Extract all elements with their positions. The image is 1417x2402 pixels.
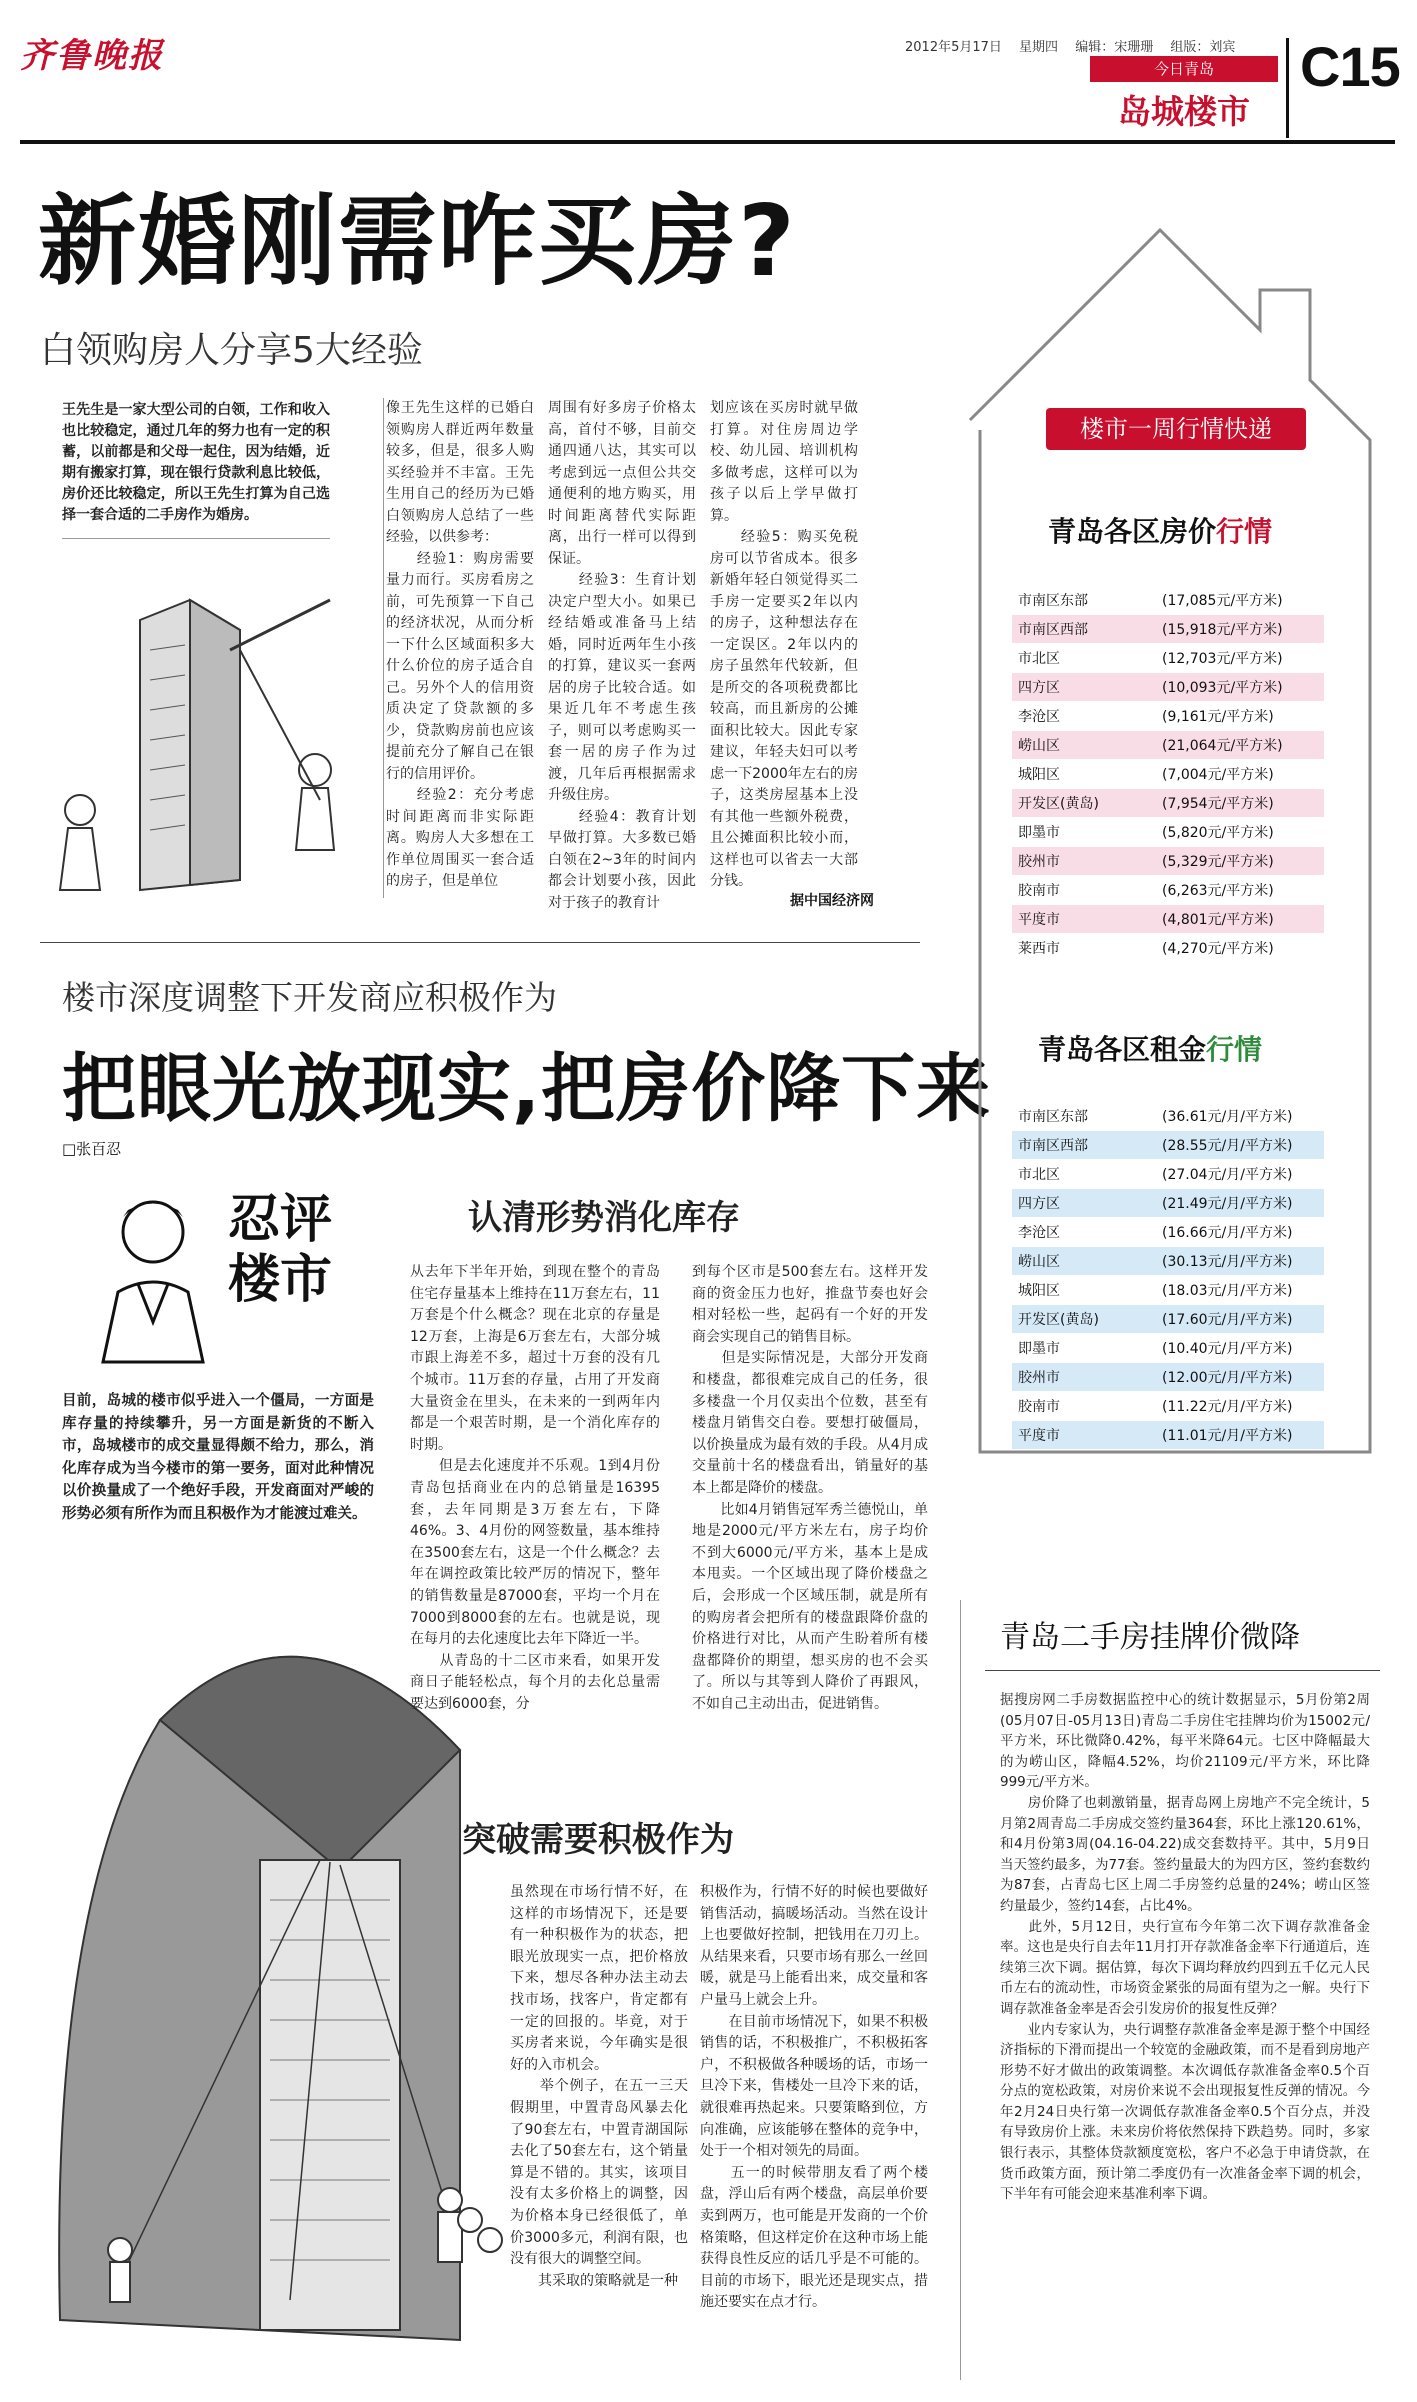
prices-row <box>1012 644 1324 673</box>
district-name: 即墨市 <box>1018 1341 1060 1357</box>
prices-row <box>1012 673 1324 702</box>
district-value: (21,064元/平方米) <box>1162 738 1283 754</box>
rents-row <box>1012 1334 1324 1363</box>
district-name: 即墨市 <box>1018 825 1060 841</box>
rents-row <box>1012 1160 1324 1189</box>
article1-column-2: 周围有好多房子价格太高，首付不够，目前交通四通八达，其实可以考虑到远一点但公共交通便利的地方购买，用时间距离替代实际距离，出行一样可以得到保证。 经验3：生育计划决定户型大小。如果已经结婚或准备马上结婚，同时近两年生小孩的打算，建议买一套两居的房子比较合适。如果近几年不考虑生孩子，则可以考虑购买一套一居的房子作为过渡，几年后再根据需求升级住房。 经验4：教育计划早做打算。大多数已婚白领在2~3年的时间内都会计划要小孩，因此对于孩子的教育计 <box>548 400 696 911</box>
section-title: 岛城楼市 <box>1118 92 1250 131</box>
district-value: (11.01元/月/平方米) <box>1162 1428 1293 1444</box>
district-name: 胶州市 <box>1018 854 1060 870</box>
district-name: 崂山区 <box>1018 738 1060 754</box>
district-value: (27.04元/月/平方米) <box>1162 1167 1293 1183</box>
district-name: 开发区(黄岛) <box>1018 796 1099 812</box>
rent-title-main: 青岛各区租金 <box>1038 1033 1207 1066</box>
side-news-rule <box>985 1670 1380 1671</box>
district-value: (15,918元/平方米) <box>1162 622 1283 638</box>
column-name: 忍评楼市 <box>228 1190 333 1310</box>
rents-row <box>1012 1392 1324 1421</box>
district-name: 市南区西部 <box>1018 1138 1088 1154</box>
side-news-headline: 青岛二手房挂牌价微降 <box>1000 1620 1300 1655</box>
article1-column-1: 像王先生这样的已婚白领购房人群近两年数量较多，但是，很多人购买经验并不丰富。王先生用自己的经历为已婚白领购房人总结了一些经验，以供参考： 经验1：购房需要量力而行。买房看房之前，可先预算一下自己的经济状况，从而分析一下什么区域面积多大什么价位的房子适合自己。另外个人的信用资质决定了贷款额的多少，贷款购房前也应该提前充分了解自己在银行的信用评价。 经验2：充分考虑时间距离而非实际距离。购房人大多想在工作单位周围买一套合适的房子，但是单位 <box>386 400 534 889</box>
article2-byline: □张百忍 <box>62 1140 122 1158</box>
intro-rule <box>62 538 330 539</box>
sidebar-column-rule <box>960 1600 961 2380</box>
subhead-1: 认清形势消化库存 <box>468 1198 740 1238</box>
district-name: 莱西市 <box>1018 941 1060 957</box>
district-name: 四方区 <box>1018 1196 1060 1212</box>
district-name: 四方区 <box>1018 680 1060 696</box>
district-value: (36.61元/月/平方米) <box>1162 1109 1293 1125</box>
district-value: (17,085元/平方米) <box>1162 593 1283 609</box>
editor-credit: 编辑：宋珊珊 <box>1075 40 1154 55</box>
district-value: (5,329元/平方米) <box>1162 854 1274 870</box>
header-rule <box>20 140 1395 144</box>
district-name: 城阳区 <box>1018 1283 1060 1299</box>
district-value: (7,004元/平方米) <box>1162 767 1274 783</box>
prices-row <box>1012 818 1324 847</box>
city-tag: 今日青岛 <box>1090 56 1278 82</box>
section1-column-2: 到每个区市是500套左右。这样开发商的资金压力也好，推盘节奏也好会相对轻松一些，起码有一个好的开发商会实现自己的销售目标。 但是实际情况是，大部分开发商和楼盘，都很难完成自己的任务，很多楼盘一个月仅卖出个位数，甚至有楼盘月销售交白卷。要想打破僵局，以价换量成为最有效的手段。从4月成交量前十名的楼盘看出，销量好的基本上都是降价的楼盘。 比如4月销售冠军秀兰德悦山，单地是2000元/平方米左右，房子均价不到大6000元/平方米，基本上是成本甩卖。一个区域出现了降价楼盘之后，会形成一个区域压制，就是所有的购房者会把所有的楼盘跟降价盘的价格进行对比，从而产生盼着所有楼盘都降价的期望，想买房的也不会买了。所以与其等到人降价了再跟风，不如自己主动出击，促进销售。 <box>692 1264 928 1712</box>
article1-column-3: 划应该在买房时就早做打算。对住房周边学校、幼儿园、培训机构多做考虑，这样可以为孩子以后上学早做打算。 经验5：购买免税房可以节省成本。很多新婚年轻白领觉得买二手房一定要买2年以内的房子，这种想法存在一定误区。2年以内的房子虽然年代较新，但是所交的各项税费都比较高，而且新房的公摊面积比较大。因此专家建议，年轻夫妇可以考虑一下2000年左右的房子，这类房屋基本上没有其他一些额外税费，且公摊面积比较小而，这样也可以省去一大部分钱。 <box>710 400 858 889</box>
district-value: (30.13元/月/平方米) <box>1162 1254 1293 1270</box>
district-name: 市北区 <box>1018 1167 1060 1183</box>
rents-row <box>1012 1305 1324 1334</box>
district-value: (18.03元/月/平方米) <box>1162 1283 1293 1299</box>
rent-table <box>1012 1102 1324 1450</box>
rents-row <box>1012 1218 1324 1247</box>
page-number: C15 <box>1300 35 1400 98</box>
section1-column-1: 从去年下半年开始，到现在整个的青岛住宅存量基本上维持在11万套左右，11万套是个什么概念？现在北京的存量是12万套，上海是6万套左右，大部分城市跟上海差不多，超过十万套的没有几个城市。11万套的存量，占用了开发商大量资金在里头，在未来的一到两年内都是一个艰苦时期，是一个消化库存的时期。 但是去化速度并不乐观。1到4月份青岛包括商业在内的总销量是16395套，去年同期是3万套左右，下降46%。3、4月份的网签数量，基本维持在3500套左右，这是一个什么概念？去年在调控政策比较严厉的情况下，整年的销售数量是87000套，平均一个月在7000到8000套的左右。也就是说，现在每月的去化速度比去年下降近一半。 从青岛的十二区市来看，如果开发商日子能轻松点，每个月的去化总量需要达到6000套，分 <box>410 1264 660 1712</box>
issue-weekday: 星期四 <box>1019 40 1059 55</box>
prices-row <box>1012 586 1324 615</box>
district-value: (7,954元/平方米) <box>1162 796 1274 812</box>
district-name: 平度市 <box>1018 912 1060 928</box>
district-value: (12,703元/平方米) <box>1162 651 1283 667</box>
price-table <box>1012 586 1324 963</box>
district-name: 李沧区 <box>1018 1225 1060 1241</box>
prices-row <box>1012 847 1324 876</box>
district-value: (17.60元/月/平方米) <box>1162 1312 1293 1328</box>
rents-row <box>1012 1131 1324 1160</box>
district-value: (12.00元/月/平方米) <box>1162 1370 1293 1386</box>
district-value: (4,801元/平方米) <box>1162 912 1274 928</box>
article2-kicker: 楼市深度调整下开发商应积极作为 <box>62 978 557 1017</box>
rents-row <box>1012 1363 1324 1392</box>
district-name: 胶南市 <box>1018 883 1060 899</box>
masthead-logo: 齐鲁晚报 <box>20 36 164 76</box>
district-value: (4,270元/平方米) <box>1162 941 1274 957</box>
district-name: 胶南市 <box>1018 1399 1060 1415</box>
district-value: (6,263元/平方米) <box>1162 883 1274 899</box>
prices-row <box>1012 789 1324 818</box>
district-value: (28.55元/月/平方米) <box>1162 1138 1293 1154</box>
district-value: (16.66元/月/平方米) <box>1162 1225 1293 1241</box>
price-table-title <box>1048 510 1272 550</box>
rents-row <box>1012 1189 1324 1218</box>
issue-meta <box>905 36 1235 55</box>
prices-row <box>1012 615 1324 644</box>
district-name: 崂山区 <box>1018 1254 1060 1270</box>
district-name: 开发区(黄岛) <box>1018 1312 1099 1328</box>
price-title-main: 青岛各区房价 <box>1048 515 1217 548</box>
district-value: (21.49元/月/平方米) <box>1162 1196 1293 1212</box>
issue-date: 2012年5月17日 <box>905 40 1002 55</box>
rent-table-title <box>1038 1028 1262 1068</box>
prices-row <box>1012 934 1324 963</box>
prices-row <box>1012 905 1324 934</box>
subhead-2: 突破需要积极作为 <box>462 1820 734 1860</box>
article1-source: 据中国经济网 <box>790 893 874 909</box>
district-name: 市南区东部 <box>1018 593 1088 609</box>
rents-row <box>1012 1276 1324 1305</box>
article1-column-rule <box>383 398 384 898</box>
prices-row <box>1012 702 1324 731</box>
designer-credit: 组版：刘宾 <box>1170 40 1236 55</box>
district-value: (11.22元/月/平方米) <box>1162 1399 1293 1415</box>
prices-row <box>1012 731 1324 760</box>
article1-subheadline: 白领购房人分享5大经验 <box>40 330 423 371</box>
article1-headline: 新婚刚需咋买房? <box>38 185 797 299</box>
rents-row <box>1012 1421 1324 1450</box>
section2-column-1: 虽然现在市场行情不好，在这样的市场情况下，还是要有一种积极作为的状态，把眼光放现实一点，把价格放下来，想尽各种办法主动去找市场，找客户，肯定都有一定的回报的。毕竟，对于买房者来说，今年确实是很好的入市机会。 举个例子，在五一三天假期里，中置青岛风暴去化了90套左右，中置青湖国际去化了50套左右，这个销量算是不错的。其实，该项目没有太多价格上的调整，因为价格本身已经很低了，单价3000多元，利润有限，也没有很大的调整空间。 其采取的策略就是一种 <box>510 1884 688 2289</box>
district-name: 市南区东部 <box>1018 1109 1088 1125</box>
rents-row <box>1012 1102 1324 1131</box>
weekly-quotes-banner: 楼市一周行情快递 <box>1046 408 1306 450</box>
rents-row <box>1012 1247 1324 1276</box>
prices-row <box>1012 876 1324 905</box>
columnist-logo <box>78 1172 378 1372</box>
district-value: (9,161元/平方米) <box>1162 709 1274 725</box>
article1-intro: 王先生是一家大型公司的白领，工作和收入也比较稳定，通过几年的努力也有一定的积蓄，以前都是和父母一起住，因为结婚，近期有搬家打算，现在银行贷款利息比较低，房价还比较稳定，所以王先生打算为自己选择一套合适的二手房作为婚房。 <box>62 402 330 523</box>
section2-column-2: 积极作为，行情不好的时候也要做好销售活动，搞暖场活动。当然在设计上也要做好控制，把钱用在刀刃上。从结果来看，只要市场有那么一丝回暖，就是马上能看出来，成交量和客户量马上就会上升。 在目前市场情况下，如果不积极销售的话，不积极推广，不积极拓客户，不积极做各种暖场的话，市场一旦冷下来，售楼处一旦冷下来的话，就很难再热起来。只要策略到位，方向准确，应该能够在整体的竞争中，处于一个相对领先的局面。 五一的时候带朋友看了两个楼盘，浮山后有两个楼盘，高层单价要卖到两万，也可能是开发商的一个价格策略，但这样定价在这种市场上能获得良性反应的话几乎是不可能的。目前的市场下，眼光还是现实点，措施还要实在点才行。 <box>700 1884 928 2311</box>
article2-headline: 把眼光放现实,把房价降下来 <box>62 1046 992 1132</box>
rent-title-accent: 行情 <box>1206 1033 1263 1066</box>
district-value: (10.40元/月/平方米) <box>1162 1341 1293 1357</box>
prices-row <box>1012 760 1324 789</box>
couple-building-illustration <box>40 560 370 900</box>
district-value: (10,093元/平方米) <box>1162 680 1283 696</box>
side-news-body: 据搜房网二手房数据监控中心的统计数据显示，5月份第2周(05月07日-05月13日)青岛二手房住宅挂牌均价为15002元/平方米，环比微降0.42%，每平米降64元。七区中降幅最大的为崂山区，降幅4.52%，均价21109元/平方米，环比降999元/平方米。 房价降了也刺激销量，据青岛网上房地产不完全统计，5月第2周青岛二手房成交签约量364套，环比上涨120.61%，和4月份第3周(04.16-04.22)成交套数持平。其中，5月9日当天签约最多，为77套。签约量最大的为四方区，签约套数约为87套，占青岛七区上周二手房签约总量的24%；崂山区签约量最少，签约14套，占比4%。 此外，5月12日，央行宣布今年第二次下调存款准备金率。这也是央行自去年11月打开存款准备金率下行通道后，连续第三次下调。据估算，每次下调均释放约四到五千亿元人民币左右的流动性，市场资金紧张的局面有望为之一解。央行下调存款准备金率是否会引发房价的报复性反弹？ 业内专家认为，央行调整存款准备金率是源于整个中国经济指标的下滑而提出一个较宽的金融政策，而不是看到房地产形势不好才做出的政策调整。本次调低存款准备金率0.5个百分点的宽松政策，对房价来说不会出现报复性反弹的情况。今年2月24日央行第一次调低存款准备金率0.5个百分点，并没有导致房价上涨。未来房价将依然保持下跌趋势。同时，多家银行表示，其整体贷款额度宽松，客户不必急于申请贷款，在货币政策方面，预计第二季度仍有一次准备金率下调的机会，下半年有可能会迎来基准利率下调。 <box>1000 1692 1370 2203</box>
people-pulling-building-illustration <box>40 1600 510 2370</box>
article-divider <box>40 942 920 943</box>
district-name: 市南区西部 <box>1018 622 1088 638</box>
price-title-accent: 行情 <box>1216 515 1273 548</box>
district-name: 李沧区 <box>1018 709 1060 725</box>
header-divider <box>1286 38 1289 138</box>
district-name: 城阳区 <box>1018 767 1060 783</box>
district-name: 胶州市 <box>1018 1370 1060 1386</box>
article2-intro: 目前，岛城的楼市似乎进入一个僵局，一方面是库存量的持续攀升，另一方面是新货的不断入市，岛城楼市的成交量显得颇不给力，那么，消化库存成为当今楼市的第一要务，面对此种情况以价换量成了一个绝好手段，开发商面对严峻的形势必须有所作为而且积极作为才能渡过难关。 <box>62 1393 374 1522</box>
district-name: 市北区 <box>1018 651 1060 667</box>
district-value: (5,820元/平方米) <box>1162 825 1274 841</box>
district-name: 平度市 <box>1018 1428 1060 1444</box>
